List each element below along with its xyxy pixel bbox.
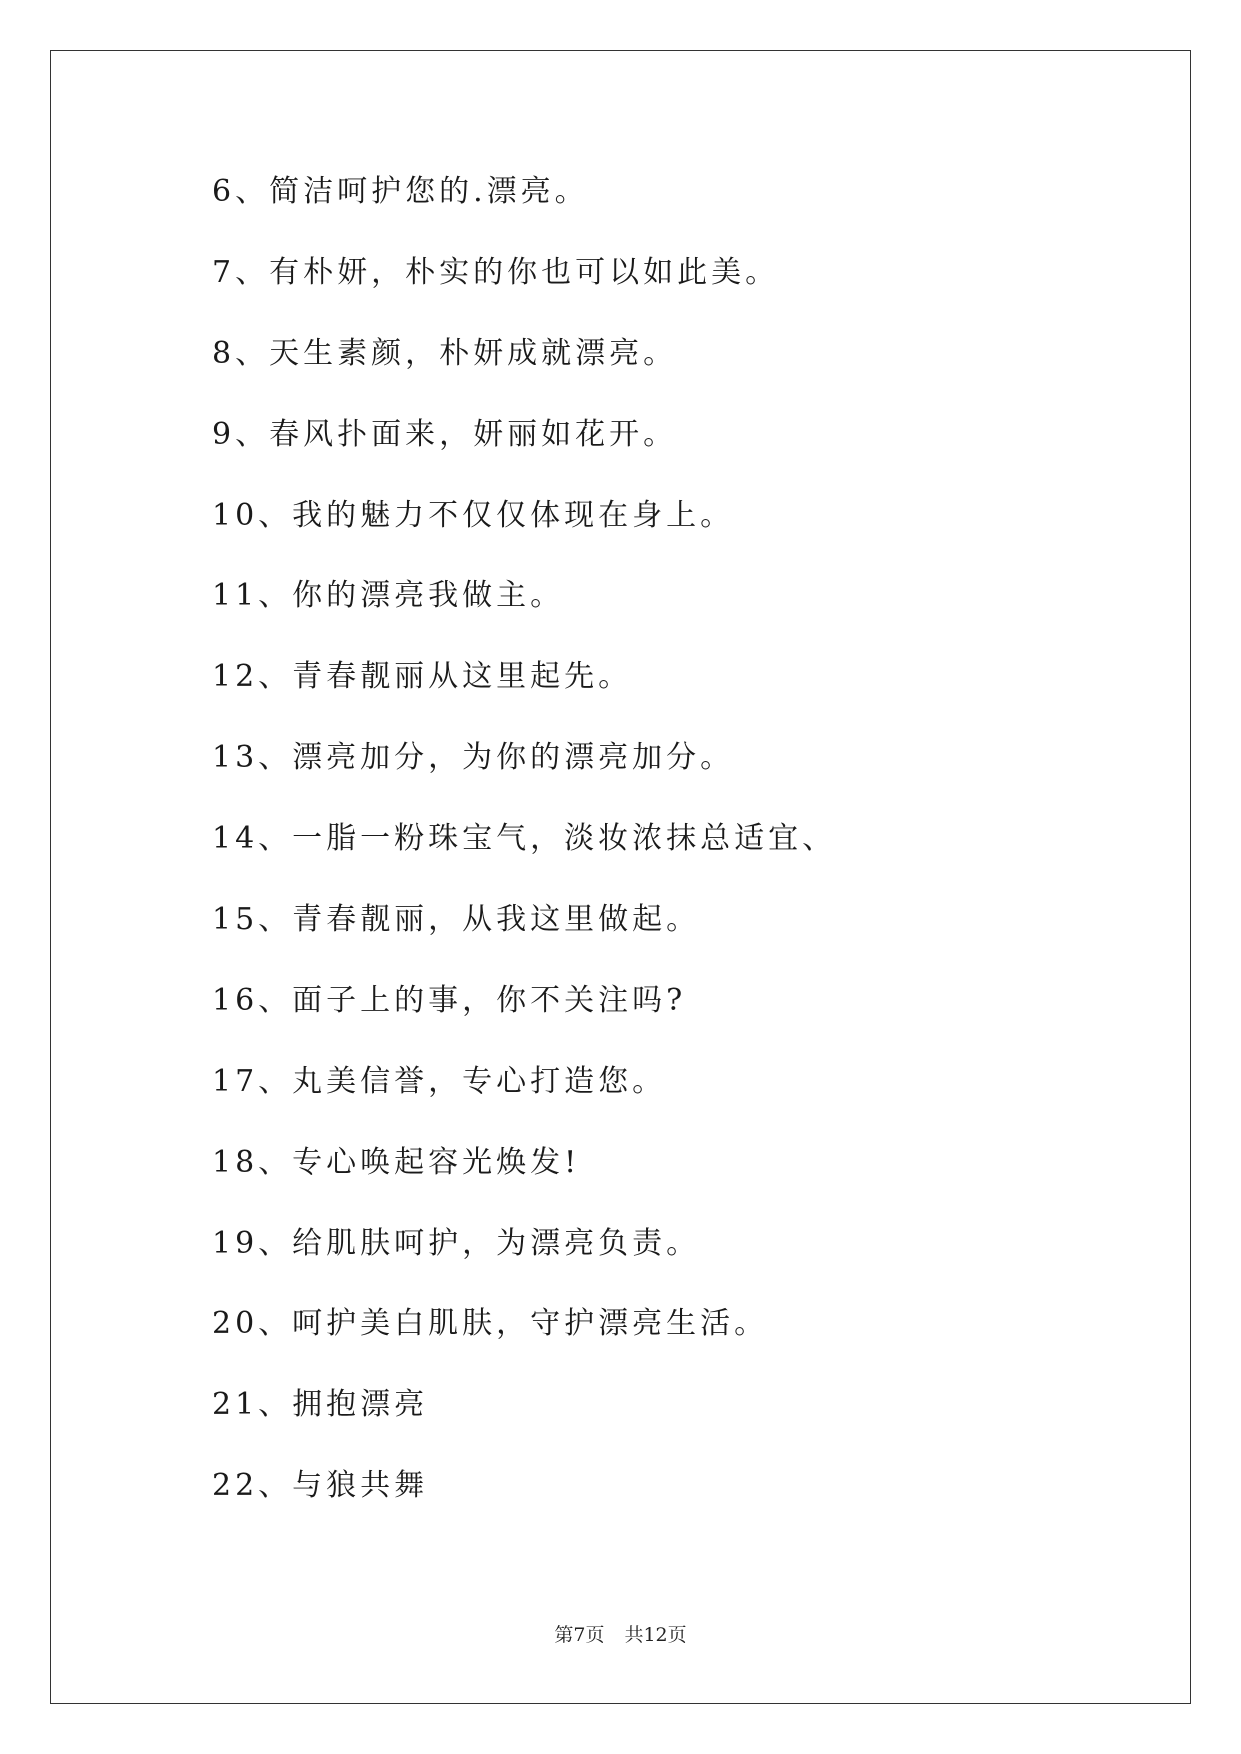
list-item: 11、你的漂亮我做主。	[212, 578, 565, 614]
list-item: 17、丸美信誉，专心打造您。	[212, 1063, 667, 1099]
list-item: 7、有朴妍，朴实的你也可以如此美。	[212, 254, 780, 290]
list-item: 13、漂亮加分，为你的漂亮加分。	[212, 740, 735, 776]
list-item: 8、天生素颜，朴妍成就漂亮。	[212, 335, 678, 371]
list-item: 18、专心唤起容光焕发!	[212, 1144, 581, 1180]
list-item: 6、简洁呵护您的.漂亮。	[212, 174, 589, 209]
list-item: 16、面子上的事，你不关注吗?	[212, 982, 687, 1018]
total-pages: 共12页	[624, 1624, 687, 1646]
list-item: 22、与狼共舞	[212, 1468, 429, 1504]
document-body	[212, 168, 836, 1543]
list-item: 9、春风扑面来，妍丽如花开。	[212, 416, 678, 452]
list-item: 21、拥抱漂亮	[212, 1387, 429, 1423]
list-item: 10、我的魅力不仅仅体现在身上。	[212, 497, 735, 533]
list-item: 19、给肌肤呵护，为漂亮负责。	[212, 1225, 701, 1261]
list-item: 12、青春靓丽从这里起先。	[212, 659, 633, 695]
list-item: 14、一脂一粉珠宝气，淡妆浓抹总适宜、	[212, 821, 837, 857]
list-item: 15、青春靓丽，从我这里做起。	[212, 902, 701, 938]
current-page-number: 第7页	[554, 1624, 605, 1646]
list-item: 20、呵护美白肌肤，守护漂亮生活。	[212, 1306, 769, 1342]
page-footer	[0, 1620, 1241, 1647]
